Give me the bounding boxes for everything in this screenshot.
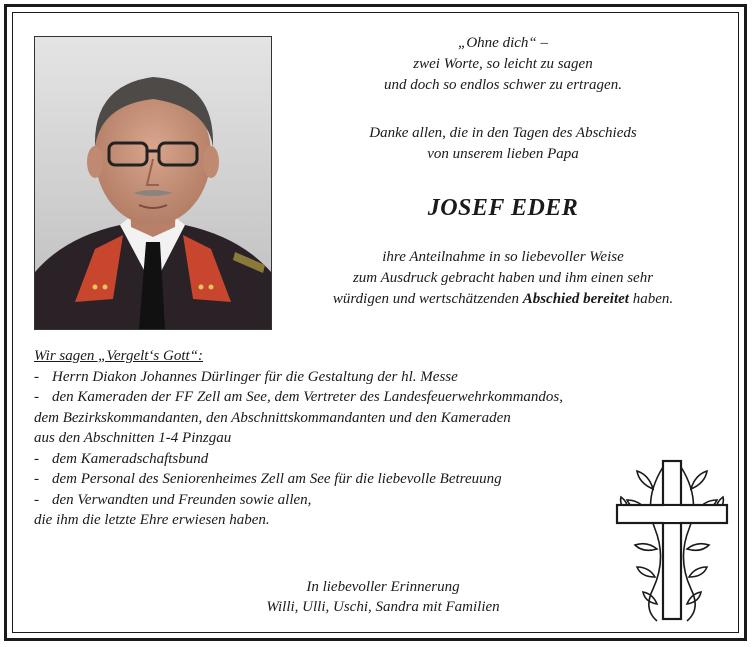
- poem-line: „Ohne dich“ –: [458, 35, 548, 51]
- paragraph-text: haben.: [628, 291, 674, 307]
- list-item: [34, 387, 634, 449]
- list-item-text: dem Personal des Seniorenheimes Zell am See für die liebevolle Betreuung: [52, 471, 502, 487]
- paragraph-text: würdigen und wertschätzenden: [332, 291, 523, 307]
- list-dash: -: [34, 368, 39, 385]
- paragraph-line: zum Ausdruck gebracht haben und ihm einen sehr: [352, 270, 654, 286]
- list-dash: -: [34, 491, 39, 508]
- list-item: [34, 449, 634, 470]
- list-item: [34, 367, 634, 388]
- list-dash: -: [34, 389, 39, 405]
- list-item-text: dem Bezirkskommandanten, den Abschnittskommandanten und den Kameraden: [34, 409, 511, 426]
- list-item-text: aus den Abschnitten 1-4 Pinzgau: [34, 430, 232, 446]
- portrait-photo: [34, 36, 272, 330]
- list-item-text: den Kameraden der FF Zell am See, dem Vertreter des Landesfeuerwehrkommandos,: [52, 389, 564, 405]
- list-item-text: dem Kameradschaftsbund: [52, 450, 209, 467]
- poem-line: zwei Worte, so leicht zu sagen: [413, 56, 593, 72]
- thanks-line: Danke allen, die in den Tagen des Abschieds: [369, 125, 637, 141]
- obituary-frame: [4, 4, 747, 641]
- poem-line: und doch so endlos schwer zu ertragen.: [384, 77, 622, 93]
- closing: [173, 577, 593, 617]
- thanks-list: [34, 346, 634, 531]
- gratitude-paragraph: [293, 247, 713, 310]
- obituary-inner-frame: [12, 12, 739, 633]
- thanks-line: von unserem lieben Papa: [427, 146, 579, 162]
- thanks-text: [293, 123, 713, 165]
- list-item-text: die ihm die letzte Ehre erwiesen haben.: [34, 512, 270, 528]
- paragraph-line: ihre Anteilnahme in so liebevoller Weise: [382, 249, 624, 265]
- thanks-list-title: Wir sagen „Vergelt‘s Gott“:: [34, 348, 204, 364]
- list-dash: -: [34, 450, 39, 467]
- list-item: [34, 469, 634, 490]
- closing-signature: Willi, Ulli, Uschi, Sandra mit Familien: [266, 599, 500, 615]
- list-item-text: Herrn Diakon Johannes Dürlinger für die Gestaltung der hl. Messe: [52, 368, 458, 385]
- paragraph-bold-text: Abschied bereitet: [522, 291, 629, 307]
- list-item: [34, 490, 634, 531]
- poem: [293, 33, 713, 96]
- list-dash: -: [34, 471, 39, 487]
- list-item-text: den Verwandten und Freunden sowie allen,: [52, 491, 312, 508]
- deceased-name: JOSEF EDER: [427, 195, 579, 221]
- paragraph-line: [293, 289, 713, 310]
- closing-line: In liebevoller Erinnerung: [306, 579, 460, 595]
- cross-icon: [613, 459, 731, 624]
